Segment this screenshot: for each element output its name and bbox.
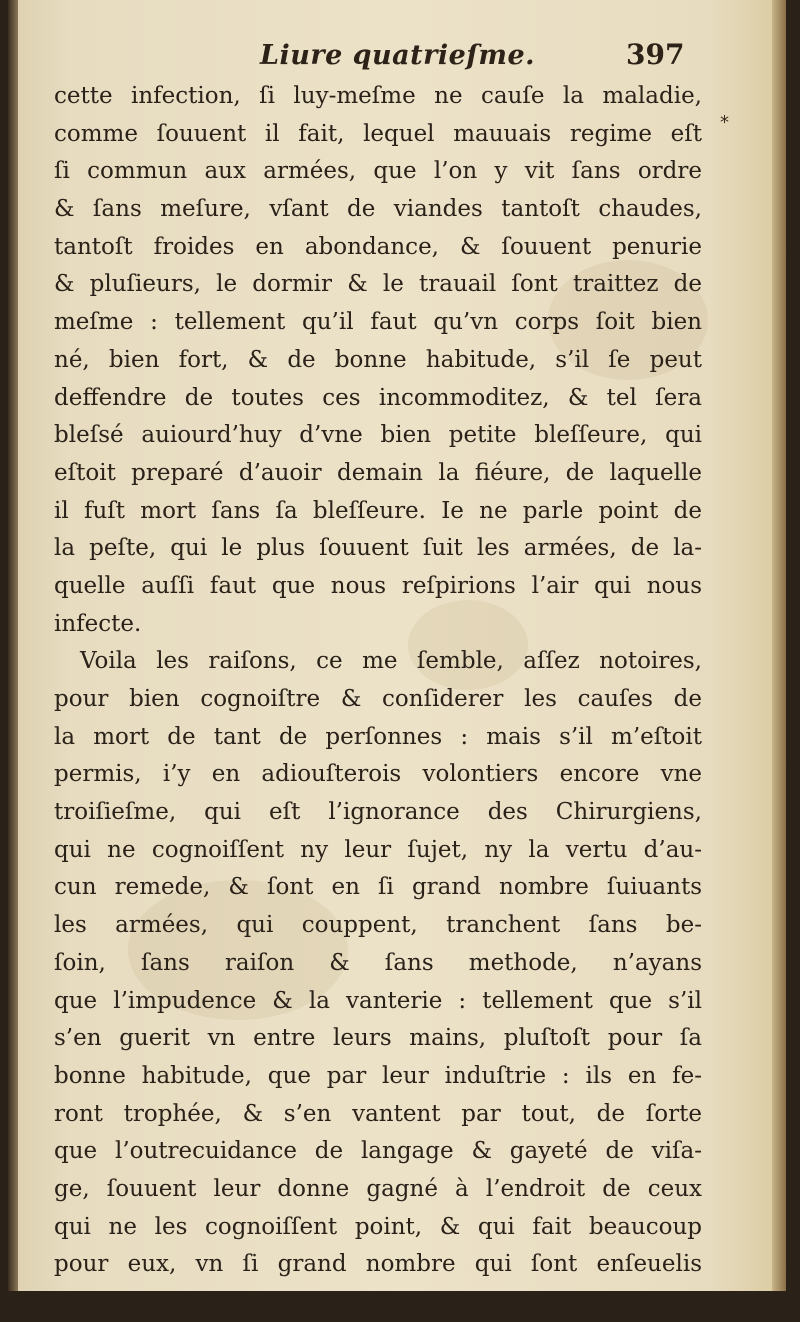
text-line: tantoſt froides en abondance, & ſouuent penurie [54,233,702,260]
text-line: permis, i’y en adiouſterois volontiers encore vne [54,761,702,788]
text-line: la mort de tant de perſonnes : mais s’il m’eſtoit [54,723,702,750]
paragraph-1 [54,78,702,643]
text-line: eſtoit preparé d’auoir demain la fiéure, de laquelle [54,459,702,486]
text-line: comme ſouuent il fait, lequel mauuais regime eſt [54,120,702,147]
text-line: que l’impudence & la vanterie : tellement que s’il [54,987,702,1014]
text-line: qui ne cognoiſſent ny leur ſujet, ny la vertu d’au- [54,836,702,863]
text-line: par leur ignorance, ne ſe plaignent point. Nous [54,1289,702,1315]
text-line: ſi commun aux armées, que l’on y vit ſans ordre [54,158,702,185]
text-line: il fuſt mort ſans ſa bleſſeure. Ie ne parle point de [54,497,702,524]
text-line: & ſans meſure, vſant de viandes tantoſt chaudes, [54,196,702,223]
text-line: Voila les raiſons, ce me ſemble, aſſez notoires, [80,648,702,675]
book-page [8,0,786,1315]
text-line: qui ne les cognoiſſent point, & qui fait beaucoup [54,1213,702,1240]
text-line: que l’outrecuidance de langage & gayeté de viſa- [54,1138,702,1165]
text-line: bleſsé auiourd’huy d’vne bien petite bleſſeure, qui [54,422,702,449]
text-line: cun remede, & ſont en ſi grand nombre ſuiuants [54,874,702,901]
text-line: ge, ſouuent leur donne gagné à l’endroit de ceux [54,1175,702,1202]
page-number: 397 [626,38,685,71]
margin-mark: * [720,112,729,133]
text-line: bonne habitude, que par leur induſtrie : ils en fe- [54,1062,702,1089]
text-line: & pluſieurs, le dormir & le trauail ſont traittez de [54,271,702,298]
text-line: ſoin, ſans raiſon & ſans methode, n’ayans [54,949,702,976]
text-line: troiſieſme, qui eſt l’ignorance des Chirurgiens, [54,799,702,826]
text-line: pour eux, vn ſi grand nombre qui ſont enſeuelis [54,1251,702,1278]
page-gutter-shadow [8,0,18,1291]
page-right-edge [772,0,786,1291]
text-line: cette infection, ſi luy-meſme ne cauſe la maladie, [54,83,702,109]
text-line: s’en guerit vn entre leurs mains, pluſtoſt pour ſa [54,1025,702,1052]
running-title: Liure quatrieſme. [260,40,536,71]
text-line: infecte. [54,610,142,637]
text-line: les armées, qui couppent, tranchent ſans be- [54,912,702,939]
text-line: né, bien fort, & de bonne habitude, s’il ſe peut [54,346,702,373]
text-line: meſme : tellement qu’il faut qu’vn corps ſoit bien [54,309,702,336]
text-line: quelle auſſi faut que nous reſpirions l’air qui nous [54,572,702,599]
text-line: pour bien cognoiſtre & conſiderer les cauſes de [54,686,702,712]
text-line: la peſte, qui le plus ſouuent ſuit les armées, de la- [54,535,702,562]
text-line: ront trophée, & s’en vantent par tout, de ſorte [54,1100,702,1127]
body-text [54,78,702,1322]
paragraph-2 [54,643,702,1321]
page-header [8,36,768,76]
text-line: deffendre de toutes ces incommoditez, & tel ſera [54,384,702,411]
